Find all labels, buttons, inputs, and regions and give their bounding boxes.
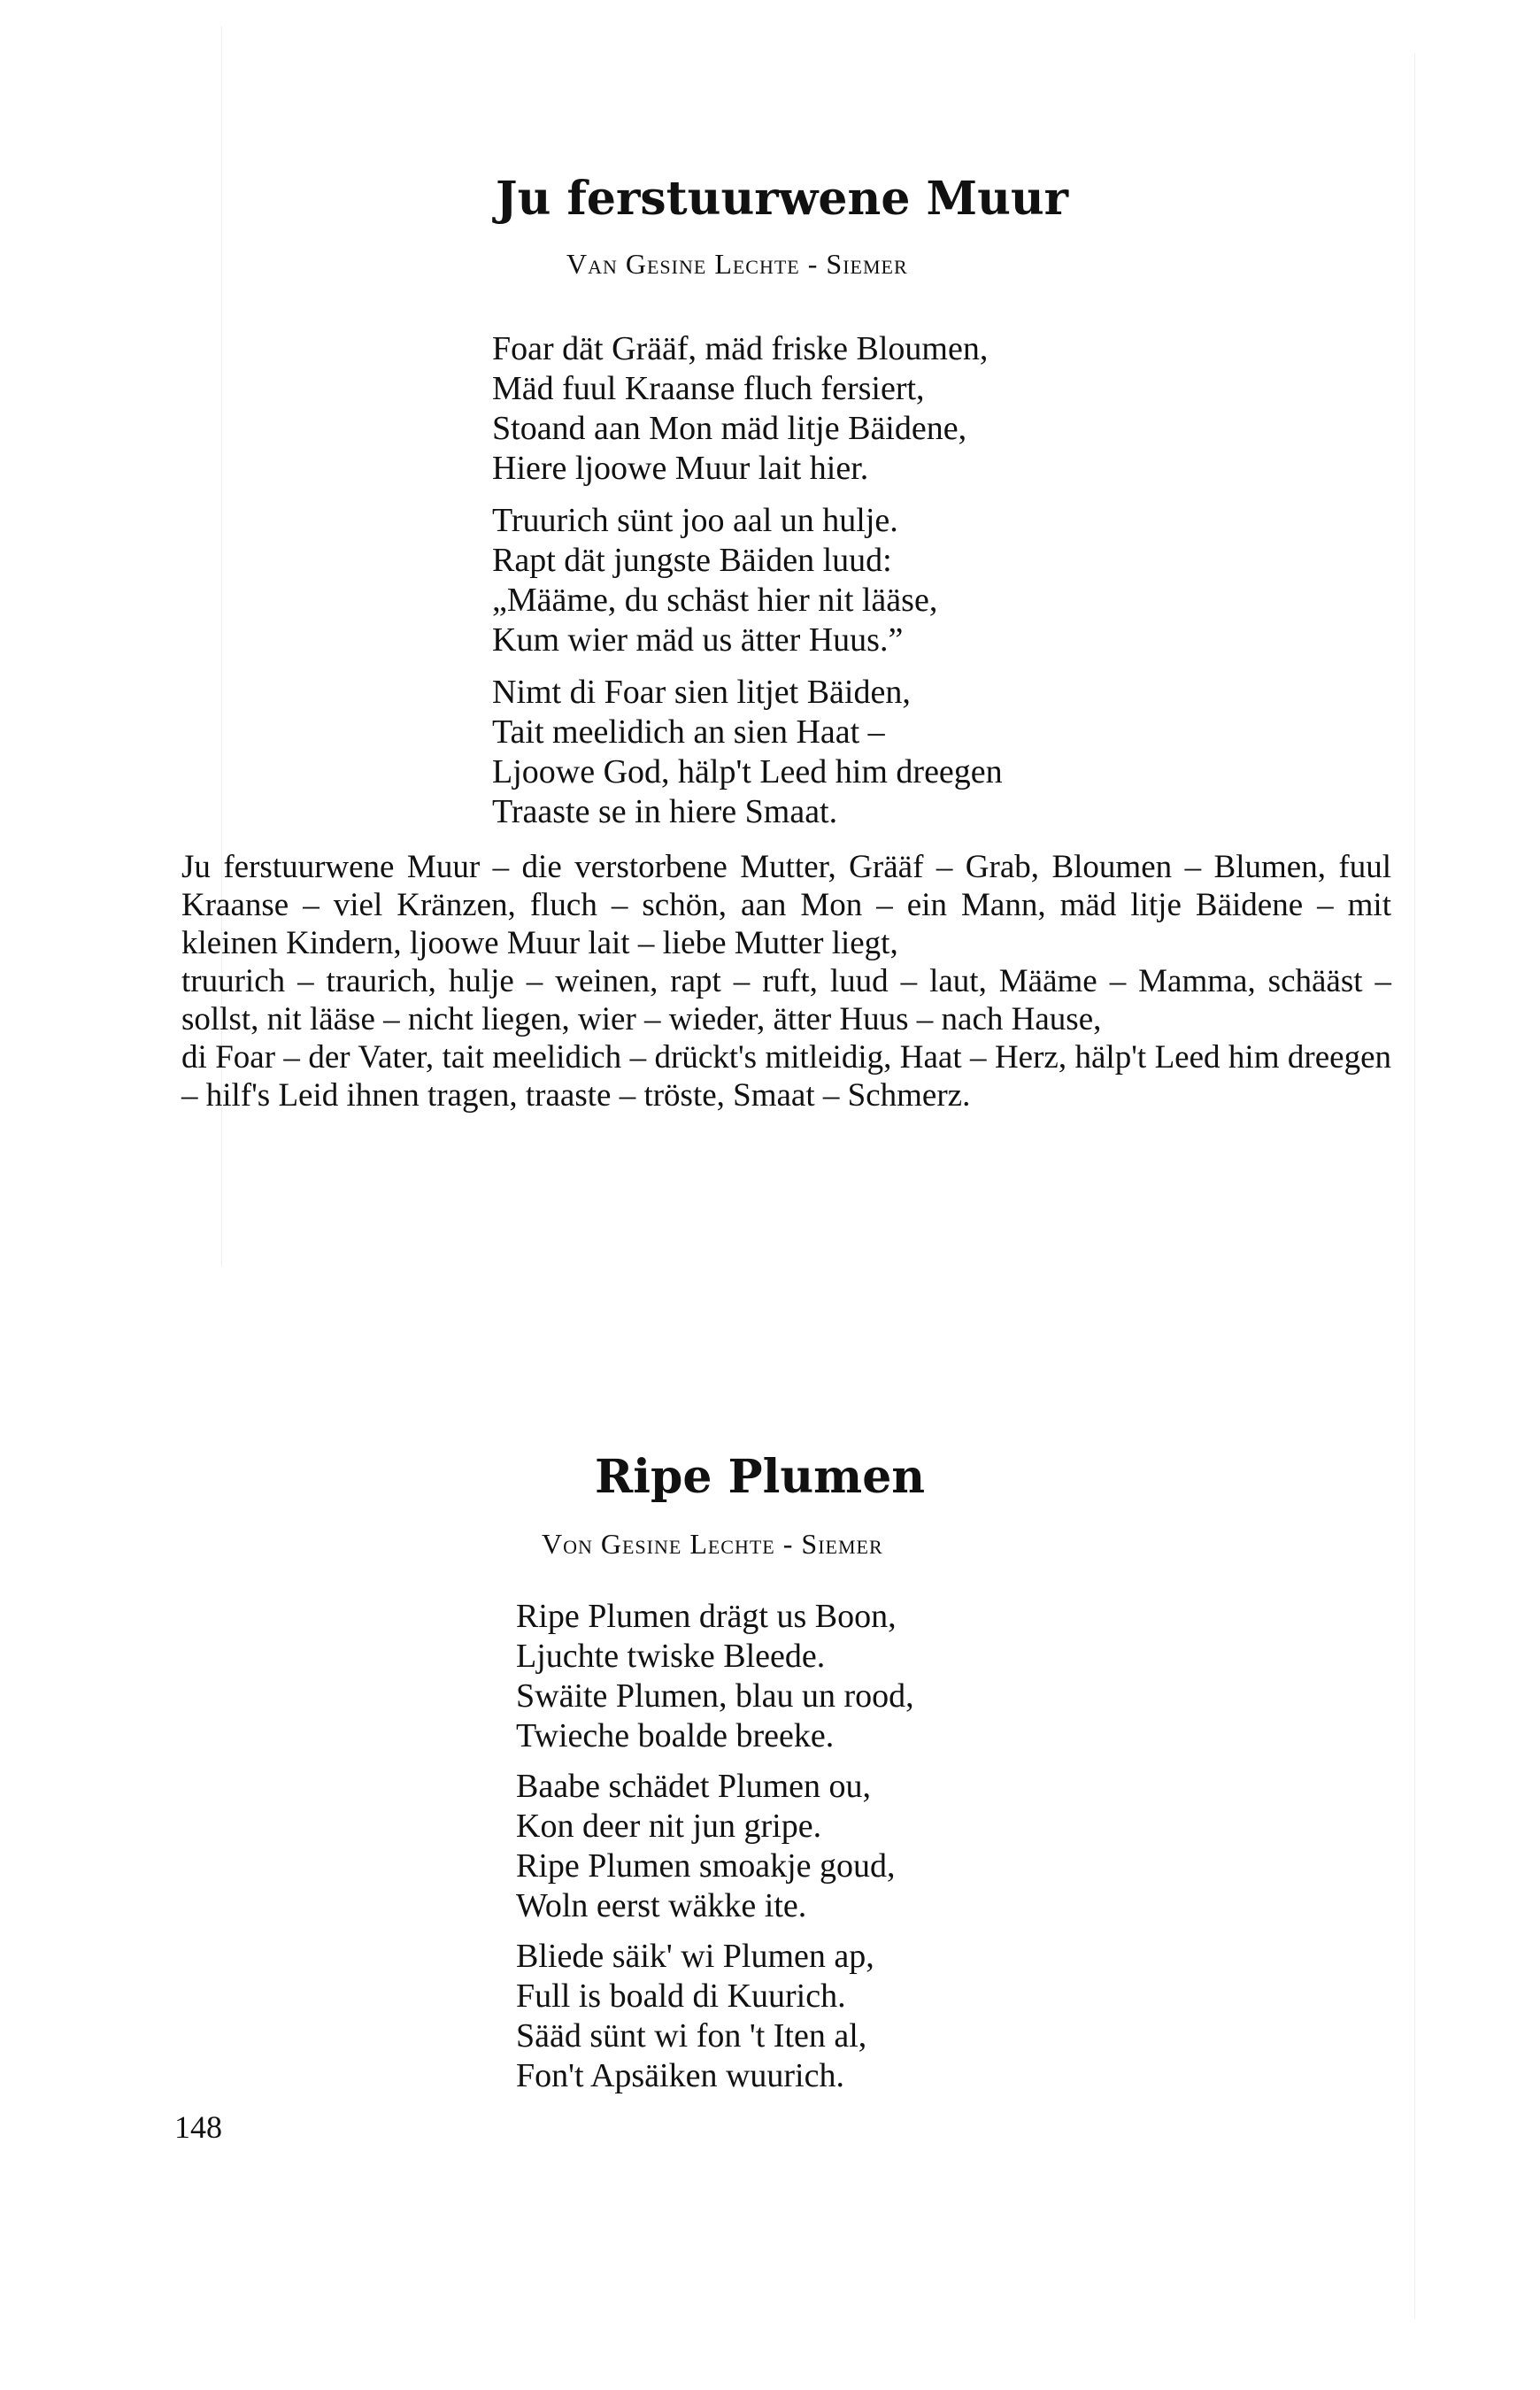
poem-author: Von Gesine Lechte - Siemer — [542, 1528, 883, 1560]
verse-line: Tait meelidich an sien Haat – — [492, 713, 885, 751]
verse-line: Stoand aan Mon mäd litje Bäidene, — [492, 410, 967, 447]
verse-line: Mäd fuul Kraanse fluch fersiert, — [492, 370, 925, 407]
verse-line: Ljuchte twiske Bleede. — [516, 1638, 826, 1675]
verse-line: Rapt dät jungste Bäiden luud: — [492, 542, 892, 579]
verse-line: Ripe Plumen smoakje goud, — [516, 1847, 896, 1885]
page-number: 148 — [174, 2109, 222, 2145]
verse-line: Twieche boalde breeke. — [516, 1717, 835, 1754]
verse-line: Ljoowe God, hälp't Leed him dreegen — [492, 753, 1003, 790]
glossary-paragraph: Ju ferstuurwene Muur – die verstorbene Mutter, Grääf – Grab, Bloumen – Blumen, fuul Kraanse – viel Kränzen, fluch – schön, aan Mon – ein Mann, mäd litje Bäidene – mit kleinen Kindern, ljoowe Muur lait – liebe Mutter liegt, — [181, 849, 1391, 961]
verse-line: Sääd sünt wi fon 't Iten al, — [516, 2017, 867, 2055]
poem-stanza — [516, 1767, 896, 1926]
poem-stanza — [516, 1937, 874, 2096]
verse-line: Bliede säik' wi Plumen ap, — [516, 1938, 874, 1975]
verse-line: Truurich sünt joo aal un hulje. — [492, 502, 898, 539]
poem-author: Van Gesine Lechte - Siemer — [566, 248, 908, 280]
verse-line: Kum wier mäd us ätter Huus.” — [492, 621, 904, 659]
glossary-paragraph: di Foar – der Vater, tait meelidich – drückt's mitleidig, Haat – Herz, hälp't Leed him dreegen – hilf's Leid ihnen tragen, traaste – tröste, Smaat – Schmerz. — [181, 1039, 1391, 1114]
verse-line: „Määme, du schäst hier nit lääse, — [492, 582, 938, 619]
poem-title: Ju ferstuurwene Muur — [496, 172, 1069, 226]
verse-line: Full is boald di Kuurich. — [516, 1978, 846, 2015]
poem-stanza — [492, 329, 988, 489]
verse-line: Ripe Plumen drägt us Boon, — [516, 1598, 897, 1635]
poem-stanza — [492, 501, 937, 660]
glossary-paragraph: truurich – traurich, hulje – weinen, rapt – ruft, luud – laut, Määme – Mamma, schääst – sollst, nit lääse – nicht liegen, wier – wieder, ätter Huus – nach Hause, — [181, 963, 1391, 1037]
verse-line: Baabe schädet Plumen ou, — [516, 1768, 872, 1805]
verse-line: Foar dät Grääf, mäd friske Bloumen, — [492, 330, 989, 367]
verse-line: Woln eerst wäkke ite. — [516, 1887, 807, 1924]
verse-line: Traaste se in hiere Smaat. — [492, 793, 838, 830]
verse-line: Fon't Apsäiken wuurich. — [516, 2057, 844, 2094]
glossary — [181, 848, 1391, 1114]
verse-line: Swäite Plumen, blau un rood, — [516, 1677, 914, 1715]
scan-shadow-right — [1414, 53, 1415, 2319]
verse-line: Kon deer nit jun gripe. — [516, 1808, 822, 1845]
verse-line: Nimt di Foar sien litjet Bäiden, — [492, 674, 911, 711]
verse-line: Hiere ljoowe Muur lait hier. — [492, 450, 869, 487]
poem-stanza — [516, 1597, 914, 1756]
poem-stanza — [492, 673, 1003, 832]
poem-title: Ripe Plumen — [595, 1450, 926, 1504]
